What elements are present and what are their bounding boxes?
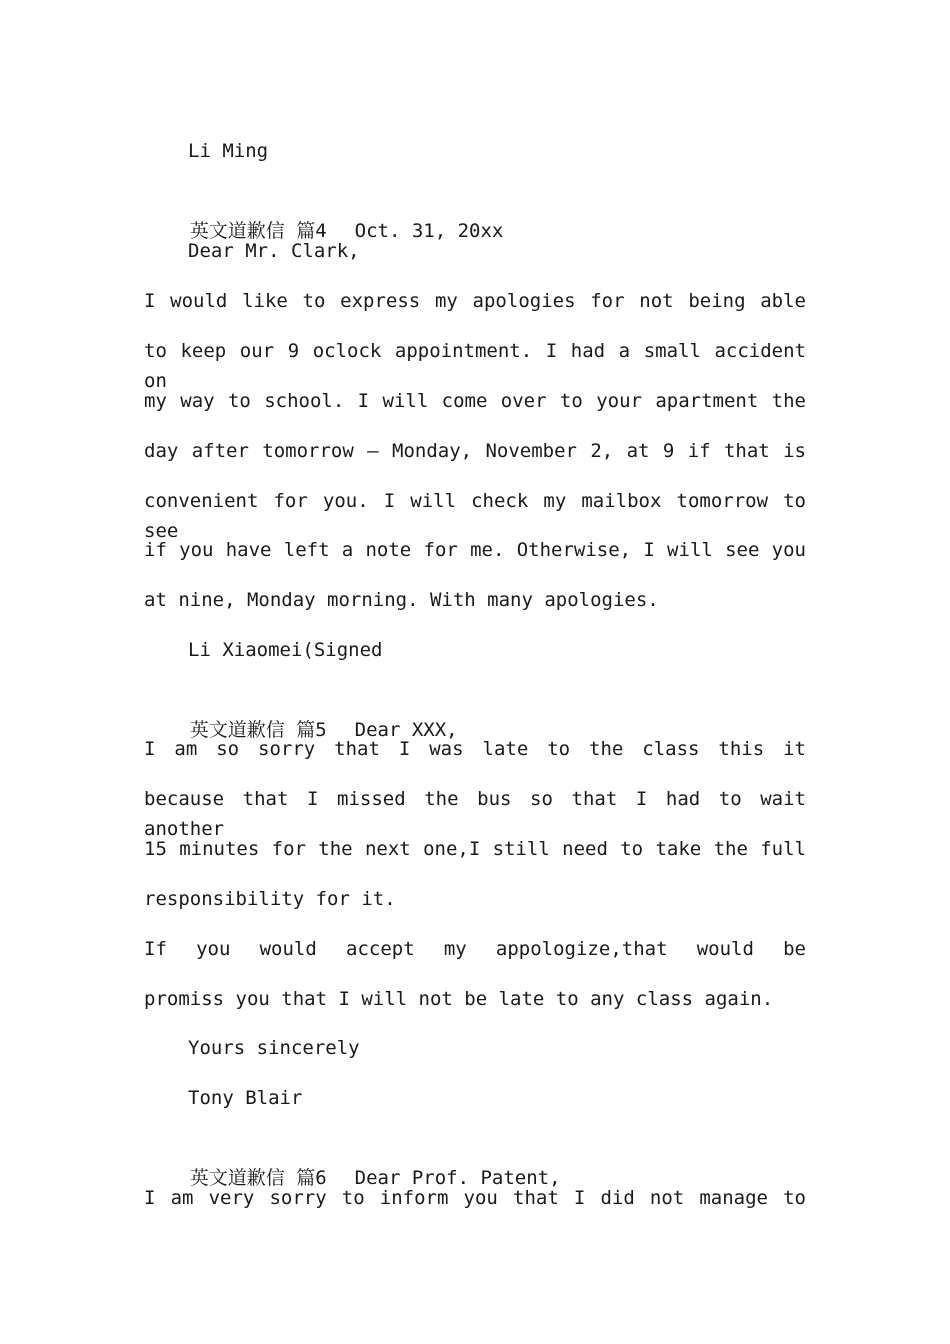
letter4-salutation: Dear Mr. Clark,: [188, 240, 360, 262]
letter5-para1-line: because that I missed the bus so that I had to wait another: [144, 788, 806, 840]
letter6-heading: 英文道歉信 篇6: [189, 1167, 327, 1189]
letter6-body-line: I am very sorry to inform you that I did not manage to: [144, 1187, 806, 1209]
letter5-para1-line: responsibility for it.: [144, 888, 396, 910]
letter4-heading: 英文道歉信 篇4: [189, 220, 327, 242]
letter5-salutation: Dear XXX,: [354, 719, 458, 741]
letter3-signature: Li Ming: [188, 140, 269, 162]
letter5-para1-line: 15 minutes for the next one,I still need to take the full: [144, 838, 806, 860]
letter4-body-line: I would like to express my apologies for not being able: [144, 290, 806, 312]
letter4-heading-line: [144, 186, 806, 242]
letter4-signature: Li Xiaomei(Signed: [188, 639, 383, 661]
letter4-body-line: if you have left a note for me. Otherwise, I will see you: [144, 539, 806, 561]
letter4-body-line: day after tomorrow — Monday, November 2, at 9 if that is: [144, 440, 806, 462]
letter5-heading: 英文道歉信 篇5: [189, 719, 327, 741]
letter5-para1-line: I am so sorry that I was late to the class this it: [144, 738, 806, 760]
letter5-heading-line: [144, 685, 806, 741]
letter4-body-line: my way to school. I will come over to your apartment the: [144, 390, 806, 412]
letter4-body-line: convenient for you. I will check my mailbox tomorrow to see: [144, 490, 806, 542]
letter5-para2-line: If you would accept my appologize,that would be: [144, 938, 806, 960]
letter6-salutation: Dear Prof. Patent,: [354, 1167, 561, 1189]
letter4-body-line: to keep our 9 oclock appointment. I had a small accident on: [144, 340, 806, 392]
letter4-body-line: at nine, Monday morning. With many apologies.: [144, 589, 659, 611]
letter4-date: Oct. 31, 20xx: [354, 220, 504, 242]
letter5-signature: Tony Blair: [188, 1087, 303, 1109]
letter6-heading-line: [144, 1133, 806, 1189]
letter5-para2-line: promiss you that I will not be late to any class again.: [144, 988, 774, 1010]
letter5-closing: Yours sincerely: [188, 1037, 360, 1059]
